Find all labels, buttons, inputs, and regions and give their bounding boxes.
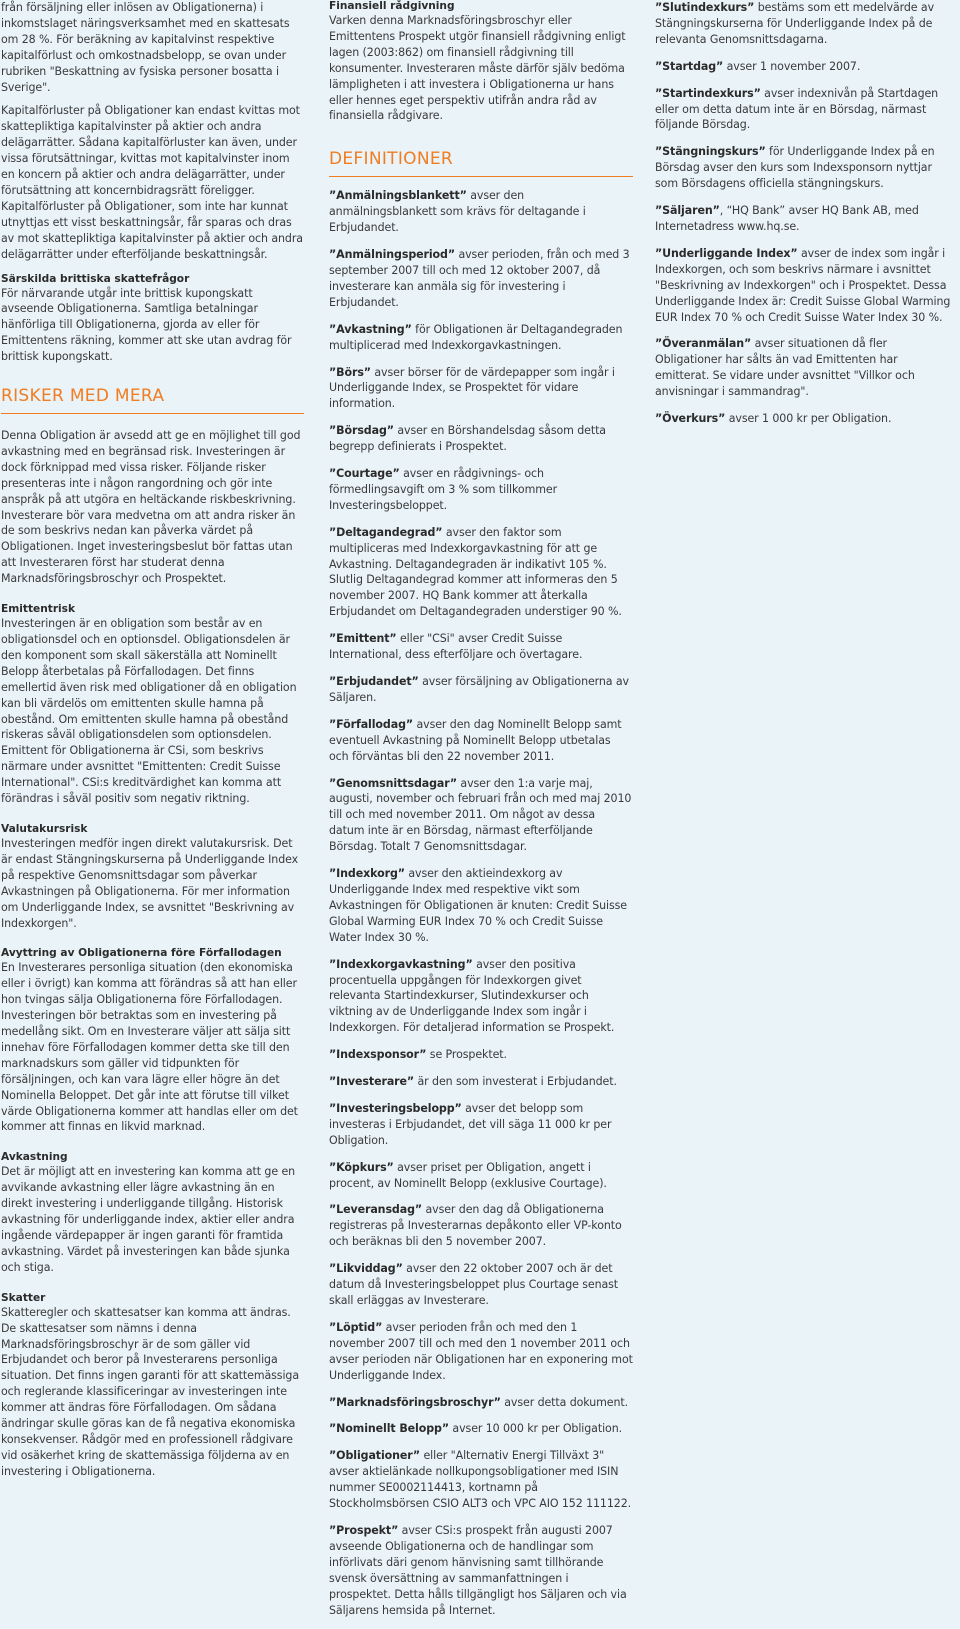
definition-item — [655, 411, 955, 427]
definition-item — [329, 1101, 633, 1149]
definition-term: ”Leveransdag” — [329, 1203, 423, 1217]
definition-term: ”Överkurs” — [655, 412, 726, 426]
definition-item — [655, 246, 955, 326]
definition-text: avser den positiva procentuella uppgången för Indexkorgen givet relevanta Startindexkurser, Slutindexkurser och viktning av de Underliggande Index som ingår i Indexkorgen. För detaljerad information se Prospekt. — [329, 957, 615, 1035]
definition-term: ”Startdag” — [655, 59, 724, 73]
heading-currency-risk: Valutakursrisk — [1, 822, 88, 835]
definition-text: avser priset per Obligation, angett i procent, av Nominellt Belopp (exklusive Courtage). — [329, 1160, 607, 1190]
definition-term: ”Säljaren” — [655, 204, 720, 218]
paragraph-capital-gains: från försäljning eller inlösen av Obligationerna) i inkomstslaget näringsverksamhet med en skattesats om 28 %. För beräkning av kapitalvinst respektive kapitalförlust och omkostnadsbelopp, se ovan under rubriken "Beskattning av fysiska personer bosatta i Sverige". — [1, 1, 290, 94]
paragraph-return: Det är möjligt att en investering kan komma att ge en avvikande avkastning eller lägre avkastning än en direkt investering i underliggande tillgång. Historisk avkastning för underliggande index, aktier eller andra ingående värdepapper är ingen garanti för framtida avkastning. Värdet på investeringen kan både sjunka och stiga. — [1, 1165, 296, 1274]
definition-item — [329, 1160, 633, 1192]
definition-item — [329, 1074, 633, 1090]
definition-text: avser den anmälningsblankett som krävs för deltagande i Erbjudandet. — [329, 189, 586, 235]
definition-term: ”Löptid” — [329, 1320, 383, 1334]
definition-text: avser den 1:a varje maj, augusti, november och februari från och med maj 2010 till och med november 2011. Om något av dessa datum inte är en Börsdag, närmast efterföljande Börsdag. Totalt 7 Genomsnittsdagar. — [329, 776, 632, 854]
definitions-list-right — [655, 0, 955, 427]
definition-text: avser det belopp som investeras i Erbjudandet, det vill säga 11 000 kr per Obligation. — [329, 1101, 612, 1147]
definition-text: avser 1 november 2007. — [723, 59, 861, 73]
definition-term: ”Slutindexkurs” — [655, 1, 755, 14]
definition-term: ”Genomsnittsdagar” — [329, 776, 457, 790]
paragraph-financial-advice: Varken denna Marknadsföringsbroschyr eller Emittentens Prospekt utgör finansiell rådgivning enligt lagen (2003:862) om finansiell rådgivning till konsumenter. Investeraren måste därför själv bedöma lämpligheten i att investera i Obligationerna ur hans eller hennes eget perspektiv utifrån andra råd av finansiella rådgivare. — [329, 14, 626, 123]
definition-text: avser perioden, från och med 3 september 2007 till och med 12 oktober 2007, då investerare kan anmäla sig för investering i Erbjudandet. — [329, 248, 630, 309]
definition-item — [329, 322, 633, 354]
definition-text: är den som investerat i Erbjudandet. — [414, 1075, 617, 1089]
definition-term: ”Börs” — [329, 365, 371, 379]
definition-item — [655, 59, 955, 75]
definition-item — [329, 1047, 633, 1063]
definition-item — [329, 776, 633, 856]
definition-term: ”Stängningskurs” — [655, 145, 766, 159]
definition-text: avser den 22 oktober 2007 och är det datum då Investeringsbeloppet plus Courtage senast skall erläggas av Investerare. — [329, 1262, 619, 1307]
definition-term: ”Prospekt” — [329, 1523, 399, 1537]
definition-item — [329, 631, 633, 663]
definition-text: avser CSi:s prospekt från augusti 2007 avseende Obligationerna och de handlingar som införlivats däri genom hänvisning samt tillhörande svensk översättning av sammanfattningen i prospektet. Detta hålls tillgängligt hos Säljaren och via Säljarens hemsida på Internet. — [329, 1523, 627, 1617]
definition-text: avser 1 000 kr per Obligation. — [725, 412, 892, 426]
definition-term: ”Emittent” — [329, 632, 397, 646]
definition-text: avser den aktieindexkorg av Underliggande Index med respektive vikt som Avkastningen för Obligationen är knuten: Credit Suisse Global Warming EUR Index 70 % och Credit Suisse Water Index 30 %. — [329, 867, 628, 944]
definition-term: ”Börsdag” — [329, 424, 394, 438]
definition-term: ”Deltagandegrad” — [329, 525, 443, 539]
definition-term: ”Courtage” — [329, 467, 400, 481]
definition-item — [329, 717, 633, 765]
definition-text: avser en rådgivnings- och förmedlingsavgift om 3 % som tillkommer Investeringsbeloppet. — [329, 467, 558, 512]
column-middle — [329, 0, 633, 1629]
definition-term: ”Anmälningsperiod” — [329, 248, 456, 262]
heading-taxes: Skatter — [1, 1291, 46, 1304]
definition-text: avser 10 000 kr per Obligation. — [449, 1422, 623, 1436]
definition-item — [655, 144, 955, 192]
definition-term: ”Investerare” — [329, 1075, 415, 1089]
definition-term: ”Anmälningsblankett” — [329, 189, 467, 203]
section-rule-definitioner — [329, 176, 633, 177]
definition-text: bestäms som ett medelvärde av Stängningskurserna för Underliggande Index på de relevanta Genomsnittsdagarna. — [655, 1, 935, 46]
heading-financial-advice: Finansiell rådgivning — [329, 0, 455, 12]
definition-term: ”Obligationer” — [329, 1449, 421, 1463]
definition-text: avser den faktor som multipliceras med Indexkorgavkastning för att ge Avkastning. Deltagandegraden är indikativt 105 %. Slutlig Deltagandegrad kommer att informeras den 5 november 2007. HQ Bank kommer att återkalla Erbjudandet om Deltagandegraden understiger 90 %. — [329, 525, 622, 619]
definition-term: ”Marknadsföringsbroschyr” — [329, 1395, 501, 1409]
definition-term: ”Investeringsbelopp” — [329, 1101, 462, 1115]
paragraph-issuer-risk: Investeringen är en obligation som består av en obligationsdel och en optionsdel. Obligationsdelen är den komponent som skall säkerställa att Nominellt Belopp återbetalas på Förfallodagen. Det finns emellertid även risk med obligationer då en obligation kan bli värdelös om emittenten skulle hamna på obestånd. Om emittenten skulle hamna på obestånd riskeras såväl obligationsdelen som optionsdelen. Emittent för Obligationerna är CSi, som beskrivs närmare under avsnittet "Emittenten: Credit Suisse International". CSi:s kreditvärdighet kan komma att förändras i såväl positiv som negativ riktning. — [1, 617, 297, 806]
definition-text: eller "Alternativ Energi Tillväxt 3" avser aktielänkade nollkupongsobligationer med ISIN nummer SE0002114413, kortnamn på Stockholmsbörsen CSIO ALT3 och VPC AIO 152 111122. — [329, 1449, 632, 1511]
definition-text: avser situationen då fler Obligationer har sålts än vad Emittenten har emitterat. Se vidare under avsnittet "Villkor och anvisningar i sammandrag". — [655, 337, 915, 399]
definition-text: för Underliggande Index på en Börsdag avser den kurs som Indexsponsorn nyttjar som Börsdagens officiella stängningskurs. — [655, 145, 935, 191]
definition-text: för Obligationen är Deltagandegraden multiplicerad med Indexkorgavkastningen. — [329, 322, 623, 352]
definition-term: ”Överanmälan” — [655, 337, 752, 351]
paragraph-taxes: Skatteregler och skattesatser kan komma att ändras. De skattesatser som nämns i denna Marknadsföringsbroschyr är de som gäller vid Erbjudandet och beror på Investerarens personliga situation. Det finns ingen garanti för att skattemässiga och reglerande klassificeringar av investeringen inte kommer att ändras före Förfallodagen. Om sådana ändringar skulle göras kan de få negativa ekonomiska konsekvenser. Rådgör med en professionell rådgivare vid osäkerhet kring de skattemässiga följderna av en investering i Obligationerna. — [1, 1305, 300, 1478]
definition-text: avser perioden från och med den 1 november 2007 till och med den 1 november 2011 och avser perioden när Obligationen har en exponering mot Underliggande Index. — [329, 1320, 633, 1382]
definition-term: ”Indexkorgavkastning” — [329, 957, 473, 971]
definition-term: ”Likviddag” — [329, 1262, 403, 1276]
paragraph-capital-losses: Kapitalförluster på Obligationer kan endast kvittas mot skattepliktiga kapitalvinster på aktier och andra delägarrätter. Sådana kapitalförluster kan även, under vissa förutsättningar, kvittas mot kapitalvinster inom en koncern på aktier och andra delägarrätter, under förutsättning att koncernbidragsrätt föreligger. Kapitalförluster på Obligationer, som inte har kunnat utnyttjas ett visst beskattningsår, får sparas och dras av mot skattepliktiga kapitalvinster på aktier och andra delägarrätter under efterföljande beskattningsår. — [1, 104, 303, 261]
definition-item — [329, 1448, 633, 1512]
definition-item — [329, 1261, 633, 1309]
definition-term: ”Indexkorg” — [329, 867, 405, 881]
heading-issuer-risk: Emittentrisk — [1, 603, 76, 616]
definition-item — [655, 203, 955, 235]
heading-return: Avkastning — [1, 1151, 68, 1164]
definition-item — [329, 247, 633, 311]
definition-item — [329, 365, 633, 413]
definition-item — [655, 86, 955, 134]
column-left — [1, 0, 304, 1489]
definition-term: ”Köpkurs” — [329, 1160, 394, 1174]
definition-item — [329, 525, 633, 620]
heading-divestment: Avyttring av Obligationerna före Förfallodagen — [1, 947, 282, 960]
definition-term: ”Avkastning” — [329, 322, 412, 336]
definition-item — [329, 1421, 633, 1437]
section-rule-risker — [1, 413, 304, 414]
definition-item — [655, 0, 955, 48]
definition-term: ”Indexsponsor” — [329, 1048, 427, 1062]
paragraph-british-tax: För närvarande utgår inte brittisk kupongskatt avseende Obligationerna. Samtliga betalningar hänförliga till Obligationerna, gjorda av eller för Emittentens räkning, kommer att ske utan avdrag för brittisk kupongskatt. — [1, 286, 292, 364]
definition-text: avser en Börshandelsdag såsom detta begrepp definierats i Prospektet. — [329, 424, 606, 454]
paragraph-risk-intro: Denna Obligation är avsedd att ge en möjlighet till god avkastning med en begränsad risk. Investeringen är dock förknippad med vissa risker. Följande risker presenteras inte i någon rangordning och gör inte anspråk på att utgöra en heltäckande riskbeskrivning. Investerare bör vara medvetna om att andra risker än de som beskrivs nedan kan påverka värdet på Obligationen. Inget investeringsbeslut bör fattas utan att Investeraren först har studerat denna Marknadsföringsbroschyr och Prospektet. — [1, 429, 301, 586]
definition-item — [329, 423, 633, 455]
section-title-risker: RISKER MED MERA — [1, 386, 165, 407]
heading-british-tax: Särskilda brittiska skattefrågor — [1, 272, 190, 285]
definition-text: avser den dag då Obligationerna registreras på Investerarnas depåkonto eller VP-konto och beräknas bli den 5 november 2007. — [329, 1203, 622, 1249]
definitions-list-middle — [329, 188, 633, 1618]
definition-item — [329, 1202, 633, 1250]
definition-term: ”Nominellt Belopp” — [329, 1422, 450, 1436]
definition-text: avser den dag Nominellt Belopp samt eventuell Avkastning på Nominellt Belopp utbetalas och förväntas bli den 22 november 2011. — [329, 717, 622, 763]
definition-item — [329, 188, 633, 236]
definition-text: avser de index som ingår i Indexkorgen, och som beskrivs närmare i avsnittet "Beskrivning av Indexkorgen" och i Prospektet. Dessa Underliggande Index är: Credit Suisse Global Warming EUR Index 70 % och Credit Suisse Water Index 30 %. — [655, 246, 951, 324]
column-right — [655, 0, 955, 438]
definition-item — [329, 866, 633, 946]
definition-text: , “HQ Bank” avser HQ Bank AB, med Internetadress www.hq.se. — [655, 204, 919, 233]
definition-item — [329, 1320, 633, 1384]
definition-item — [329, 1395, 633, 1411]
definition-item — [329, 466, 633, 514]
definition-item — [329, 1523, 633, 1618]
paragraph-currency-risk: Investeringen medför ingen direkt valutakursrisk. Det är endast Stängningskurserna på Underliggande Index på respektive Genomsnittsdagar som påverkar Avkastningen på Obligationerna. För mer information om Underliggande Index, se avsnittet "Beskrivning av Indexkorgen". — [1, 836, 299, 930]
definition-text: avser börser för de värdepapper som ingår i Underliggande Index, se Prospektet för vidare information. — [329, 365, 615, 411]
definition-term: ”Erbjudandet” — [329, 675, 419, 688]
definition-item — [329, 957, 633, 1037]
definition-text: se Prospektet. — [426, 1048, 507, 1062]
definition-text: avser indexnivån på Startdagen eller om detta datum inte är en Börsdag, närmast följande Börsdag. — [655, 86, 939, 132]
definition-term: ”Förfallodag” — [329, 717, 414, 731]
definition-text: avser försäljning av Obligationerna av Säljaren. — [329, 675, 629, 704]
section-title-definitioner: DEFINITIONER — [329, 149, 454, 170]
definition-item — [329, 674, 633, 706]
definition-term: ”Startindexkurs” — [655, 86, 761, 100]
definition-term: ”Underliggande Index” — [655, 246, 798, 260]
definition-text: eller "CSi" avser Credit Suisse International, dess efterföljare och övertagare. — [329, 632, 583, 662]
paragraph-divestment: En Investerares personliga situation (den ekonomiska eller i övrigt) kan komma att förändras så att han eller hon tvingas sälja Obligationerna före Förfallodagen. Investeringen bör betraktas som en investering på medellång sikt. Om en Investerare väljer att sälja sitt innehav före Förfallodagen kommer detta ske till den marknadskurs som gäller vid tidpunkten för försäljningen, och kan vara lägre eller högre än det Nominella Beloppet. Det går inte att förutse till vilket värde Obligationerna kommer att handlas eller om det kommer att finnas en likvid marknad. — [1, 961, 298, 1134]
definition-item — [655, 336, 955, 400]
definition-text: avser detta dokument. — [500, 1395, 629, 1409]
